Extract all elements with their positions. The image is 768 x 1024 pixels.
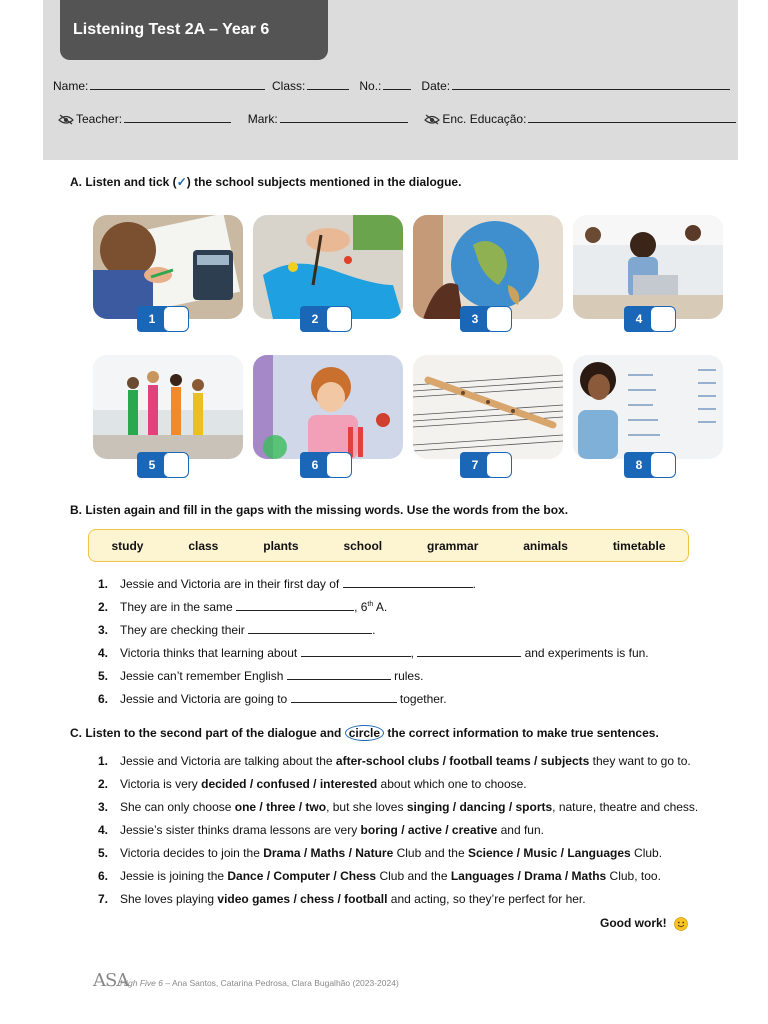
word: plants: [263, 538, 299, 553]
word: grammar: [427, 538, 479, 553]
answer-box-3[interactable]: 3: [460, 306, 516, 332]
name-line: Name: Class: No.: Date:: [53, 78, 730, 93]
picture-music: [413, 355, 563, 459]
picture-art: [253, 215, 403, 319]
section-a-title: A. Listen and tick (✓) the school subjects mentioned in the dialogue.: [70, 175, 462, 189]
checkbox[interactable]: [486, 306, 512, 332]
circle-item-1: 1. Jessie and Victoria are talking about the after-school clubs / football teams / subjects they want to go to.: [98, 754, 691, 768]
gap-item-3: 3. They are checking their .: [98, 623, 376, 637]
gap-blank[interactable]: [248, 622, 372, 634]
options[interactable]: boring / active / creative: [360, 823, 498, 837]
checkbox[interactable]: [326, 452, 352, 478]
teacher-field[interactable]: [124, 111, 231, 123]
teacher-line: Teacher: Mark: Enc. Educação:: [58, 111, 736, 126]
answer-box-5[interactable]: 5: [137, 452, 193, 478]
picture-english: [573, 355, 723, 459]
circle-item-6: 6. Jessie is joining the Dance / Computer / Chess Club and the Languages / Drama / Maths Club, too.: [98, 869, 661, 883]
word-box: [88, 529, 689, 562]
options[interactable]: one / three / two: [234, 800, 327, 814]
class-field[interactable]: [307, 78, 349, 90]
picture-pe: [93, 355, 243, 459]
options[interactable]: video games / chess / football: [217, 892, 388, 906]
section-b-title: B. Listen again and fill in the gaps with the missing words. Use the words from the box.: [70, 503, 569, 517]
guardian-field[interactable]: [528, 111, 736, 123]
word: class: [188, 538, 219, 553]
picture-maths: [93, 215, 243, 319]
answer-box-1[interactable]: 1: [137, 306, 193, 332]
date-field[interactable]: [452, 78, 730, 90]
picture-computer-class: [573, 215, 723, 319]
gap-blank[interactable]: [417, 645, 521, 657]
checkbox[interactable]: [650, 452, 676, 478]
smiley-icon: [674, 917, 688, 931]
options[interactable]: Dance / Computer / Chess: [227, 869, 377, 883]
word: school: [343, 538, 383, 553]
hidden-eye-icon: [424, 114, 440, 125]
name-field[interactable]: [90, 78, 265, 90]
circle-item-5: 5. Victoria decides to join the Drama / Maths / Nature Club and the Science / Music / Languages Club.: [98, 846, 663, 860]
checkbox[interactable]: [486, 452, 512, 478]
answer-box-8[interactable]: 8: [624, 452, 680, 478]
options[interactable]: singing / dancing / sports: [406, 800, 553, 814]
gap-item-4: 4. Victoria thinks that learning about , and experiments is fun.: [98, 646, 649, 660]
answer-box-7[interactable]: 7: [460, 452, 516, 478]
options[interactable]: Languages / Drama / Maths: [450, 869, 607, 883]
circle-item-2: 2. Victoria is very decided / confused / interested about which one to choose.: [98, 777, 527, 791]
word: timetable: [612, 538, 666, 553]
circled-word: circle: [345, 725, 384, 741]
publisher-logo: ASA: [93, 970, 129, 991]
circle-item-4: 4. Jessie’s sister thinks drama lessons are very boring / active / creative and fun.: [98, 823, 544, 837]
checkbox[interactable]: [326, 306, 352, 332]
gap-item-2: 2. They are in the same , 6th A.: [98, 600, 388, 614]
gap-blank[interactable]: [236, 599, 354, 611]
page-title: Listening Test 2A – Year 6: [60, 0, 328, 60]
checkbox[interactable]: [650, 306, 676, 332]
options[interactable]: Drama / Maths / Nature: [263, 846, 394, 860]
gap-blank[interactable]: [343, 576, 473, 588]
answer-box-6[interactable]: 6: [300, 452, 356, 478]
options[interactable]: Science / Music / Languages: [467, 846, 631, 860]
gap-item-5: 5. Jessie can’t remember English rules.: [98, 669, 424, 683]
checkbox[interactable]: [163, 452, 189, 478]
options[interactable]: decided / confused / interested: [201, 777, 378, 791]
footer-credits: High Five 6 – Ana Santos, Catarina Pedrosa, Clara Bugalhão (2023-2024): [120, 978, 399, 988]
word: study: [111, 538, 144, 553]
picture-geography: [413, 215, 563, 319]
circle-item-3: 3. She can only choose one / three / two, but she loves singing / dancing / sports, nature, theatre and chess.: [98, 800, 699, 814]
good-work-message: Good work!: [600, 916, 688, 931]
circle-item-7: 7. She loves playing video games / chess / football and acting, so they’re perfect for her.: [98, 892, 586, 906]
picture-science: [253, 355, 403, 459]
answer-box-4[interactable]: 4: [624, 306, 680, 332]
answer-box-2[interactable]: 2: [300, 306, 356, 332]
word: animals: [523, 538, 568, 553]
gap-item-1: 1. Jessie and Victoria are in their first day of .: [98, 577, 476, 591]
number-field[interactable]: [383, 78, 411, 90]
hidden-eye-icon: [58, 114, 74, 125]
tick-mark-icon: ✓: [176, 175, 187, 189]
gap-blank[interactable]: [301, 645, 411, 657]
section-c-title: C. Listen to the second part of the dialogue and circle the correct information to make true sentences.: [70, 726, 659, 740]
mark-field[interactable]: [280, 111, 408, 123]
options[interactable]: after-school clubs / football teams / subjects: [335, 754, 590, 768]
gap-blank[interactable]: [291, 691, 397, 703]
gap-blank[interactable]: [287, 668, 391, 680]
gap-item-6: 6. Jessie and Victoria are going to together.: [98, 692, 447, 706]
checkbox[interactable]: [163, 306, 189, 332]
